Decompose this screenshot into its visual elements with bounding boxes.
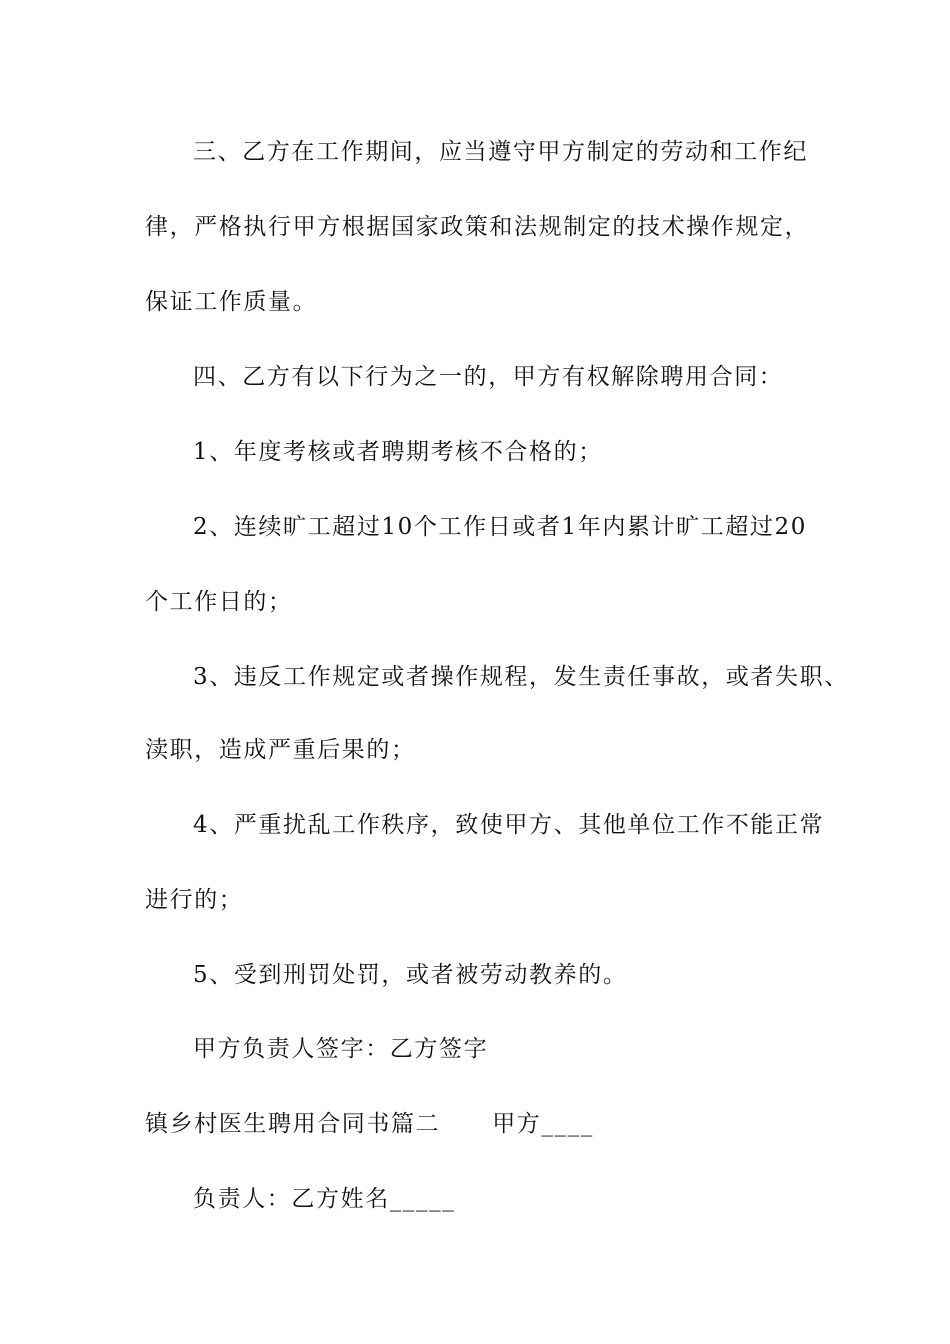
- paragraph-3-line-1: 三、乙方在工作期间，应当遵守甲方制定的劳动和工作纪: [193, 139, 808, 165]
- section-title: 镇乡村医生聘用合同书篇二: [145, 1111, 441, 1137]
- paragraph-3-line-2: 律，严格执行甲方根据国家政策和法规制定的技术操作规定，: [145, 214, 810, 240]
- paragraph-4-heading: 四、乙方有以下行为之一的，甲方有权解除聘用合同：: [193, 364, 784, 390]
- clause-4-line-2: 进行的；: [145, 887, 244, 913]
- signature-line: 甲方负责人签字：乙方签字: [193, 1036, 489, 1062]
- responsible-person-line: 负责人：乙方姓名_____: [193, 1186, 456, 1212]
- clause-3-line-1: 3、违反工作规定或者操作规程，发生责任事故，或者失职、: [193, 664, 849, 690]
- clause-2-line-1: 2、连续旷工超过10个工作日或者1年内累计旷工超过20: [193, 514, 807, 540]
- clause-3-line-2: 渎职，造成严重后果的；: [145, 737, 416, 763]
- clause-4-line-1: 4、严重扰乱工作秩序，致使甲方、其他单位工作不能正常: [193, 812, 825, 838]
- section-title-line: [145, 1109, 594, 1139]
- clause-1: 1、年度考核或者聘期考核不合格的；: [193, 439, 603, 465]
- clause-2-line-2: 个工作日的；: [145, 589, 293, 615]
- clause-5: 5、受到刑罚处罚，或者被劳动教养的。: [193, 962, 628, 988]
- party-a-field: 甲方____: [492, 1111, 594, 1137]
- paragraph-3-line-3: 保证工作质量。: [145, 289, 318, 315]
